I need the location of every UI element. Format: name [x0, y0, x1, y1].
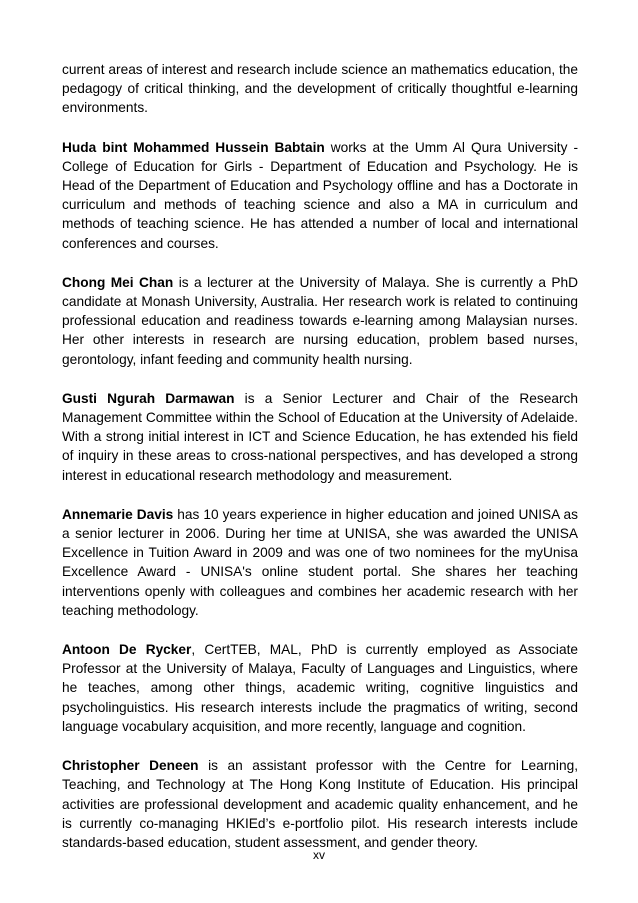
bio-text: is a Senior Lecturer and Chair of the Research Management Committee within the School of Education at the University of Adelaide. With a strong initial interest in ICT and Science Education, he has extended his field of inquiry in these areas to cross-national perspectives, and has developed a strong interest in educational research methodology and measurement.	[62, 390, 578, 483]
page-number: xv	[313, 848, 325, 862]
document-body	[62, 60, 578, 872]
bio-paragraph-darmawan	[62, 389, 578, 485]
intro-text: current areas of interest and research include science an mathematics education, the pedagogy of critical thinking, and the development of critically thoughtful e-learning environments.	[62, 62, 578, 116]
intro-paragraph	[62, 60, 578, 118]
bio-paragraph-de-rycker	[62, 640, 578, 736]
bio-text: is an assistant professor with the Centre for Learning, Teaching, and Technology at The Hong Kong Institute of Education. His principal activities are professional development and academic quality enhancement, and he is currently co-managing HKIEd’s e-portfolio pilot. His research interests include standards-based education, student assessment, and gender theory.	[62, 758, 578, 850]
bio-paragraph-davis	[62, 505, 578, 620]
bio-text: is a lecturer at the University of Malaya. She is currently a PhD candidate at Monash University, Australia. Her research work is related to continuing professional education and readiness towards e-learning among Malaysian nurses. Her other interests in research are nursing education, problem based nurses, gerontology, infant feeding and community health nursing.	[62, 274, 578, 367]
bio-name: Annemarie Davis	[62, 506, 174, 522]
bio-paragraph-chan	[62, 273, 578, 369]
bio-name: Antoon De Rycker	[62, 642, 192, 658]
bio-name: Chong Mei Chan	[62, 274, 174, 290]
bio-paragraph-deneen	[62, 756, 578, 852]
bio-text: , CertTEB, MAL, PhD is currently employed as Associate Professor at the University of Malaya, Faculty of Languages and Linguistics, where he teaches, among other things, academic writing, cognitive linguistics and psycholinguistics. His research interests include the pragmatics of writing, second language vocabulary acquisition, and more recently, language and cognition.	[62, 642, 578, 734]
bio-name: Christopher Deneen	[62, 758, 199, 774]
bio-text: has 10 years experience in higher education and joined UNISA as a senior lecturer in 2006. During her time at UNISA, she was awarded the UNISA Excellence in Tuition Award in 2009 and was one of two nominees for the myUnisa Excellence Award - UNISA's online student portal. She shares her teaching interventions openly with colleagues and combines her academic research with her teaching methodology.	[62, 506, 578, 618]
bio-text: works at the Umm Al Qura University - College of Education for Girls - Department of Education and Psychology. He is Head of the Department of Education and Psychology offline and has a Doctorate in curriculum and methods of teaching science and also a MA in curriculum and methods of teaching science. He has attended a number of local and international conferences and courses.	[62, 139, 578, 251]
bio-paragraph-babtain	[62, 138, 578, 253]
bio-name: Gusti Ngurah Darmawan	[62, 390, 235, 406]
bio-name: Huda bint Mohammed Hussein Babtain	[62, 139, 325, 155]
